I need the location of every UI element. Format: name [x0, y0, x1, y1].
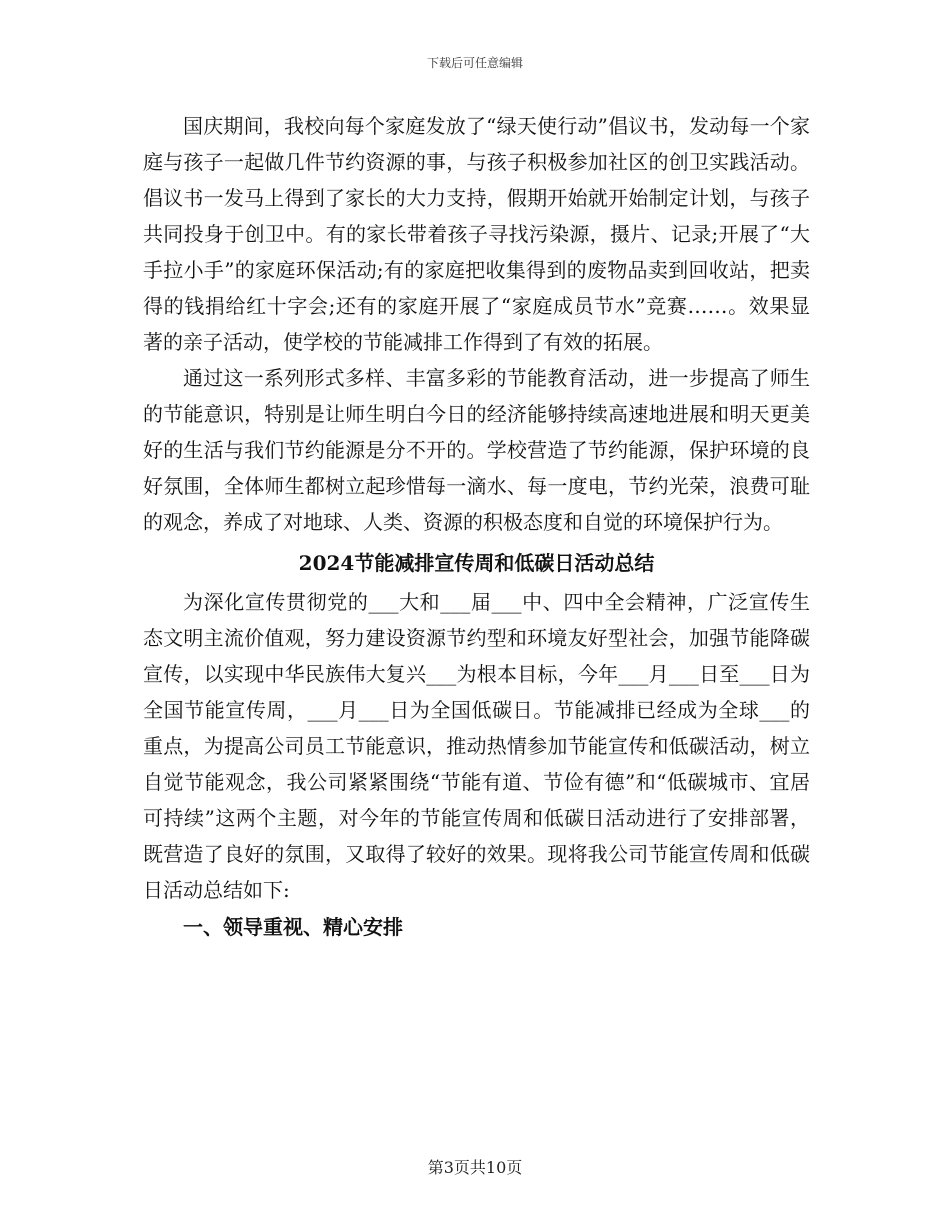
- paragraph-intro: 为深化宣传贯彻党的___大和___届___中、四中全会精神，广泛宣传生态文明主流价值观，努力建设资源节约型和环境友好型社会，加强节能降碳宣传，以实现中华民族伟大复兴___为根本目标，今年___月___日至___日为全国节能宣传周，___月___日为全国低碳日。节能减排已经成为全球___的重点，为提高公司员工节能意识，推动热情参加节能宣传和低碳活动，树立自觉节能观念，我公司紧紧围绕“节能有道、节俭有德”和“低碳城市、宜居可持续”这两个主题，对今年的节能宣传周和低碳日活动进行了安排部署，既营造了良好的氛围，又取得了较好的效果。现将我公司节能宣传周和低碳日活动总结如下:: [143, 590, 810, 902]
- paragraph-energy-awareness: 通过这一系列形式多样、丰富多彩的节能教育活动，进一步提高了师生的节能意识，特别是让师生明白今日的经济能够持续高速地进展和明天更美好的生活与我们节约能源是分不开的。学校营造了节约能源，保护环境的良好氛围，全体师生都树立起珍惜每一滴水、每一度电，节约光荣，浪费可耻的观念，养成了对地球、人类、资源的积极态度和自觉的环境保护行为。: [143, 366, 810, 534]
- sub-heading: 一、领导重视、精心安排: [183, 915, 403, 939]
- paragraph-national-day: 国庆期间，我校向每个家庭发放了“绿天使行动”倡议书，发动每一个家庭与孩子一起做几件节约资源的事，与孩子积极参加社区的创卫实践活动。倡议书一发马上得到了家长的大力支持，假期开始就开始制定计划，与孩子共同投身于创卫中。有的家长带着孩子寻找污染源，摄片、记录;开展了“大手拉小手”的家庭环保活动;有的家庭把收集得到的废物品卖到回收站，把卖得的钱捐给红十字会;还有的家庭开展了“家庭成员节水”竞赛……。效果显著的亲子活动，使学校的节能减排工作得到了有效的拓展。: [143, 114, 810, 354]
- page-header: 下载后可任意编辑: [426, 56, 523, 70]
- document-body: [143, 108, 810, 946]
- page-number: 第3页共10页: [427, 1158, 523, 1177]
- section-title: 2024节能减排宣传周和低碳日活动总结: [298, 551, 655, 575]
